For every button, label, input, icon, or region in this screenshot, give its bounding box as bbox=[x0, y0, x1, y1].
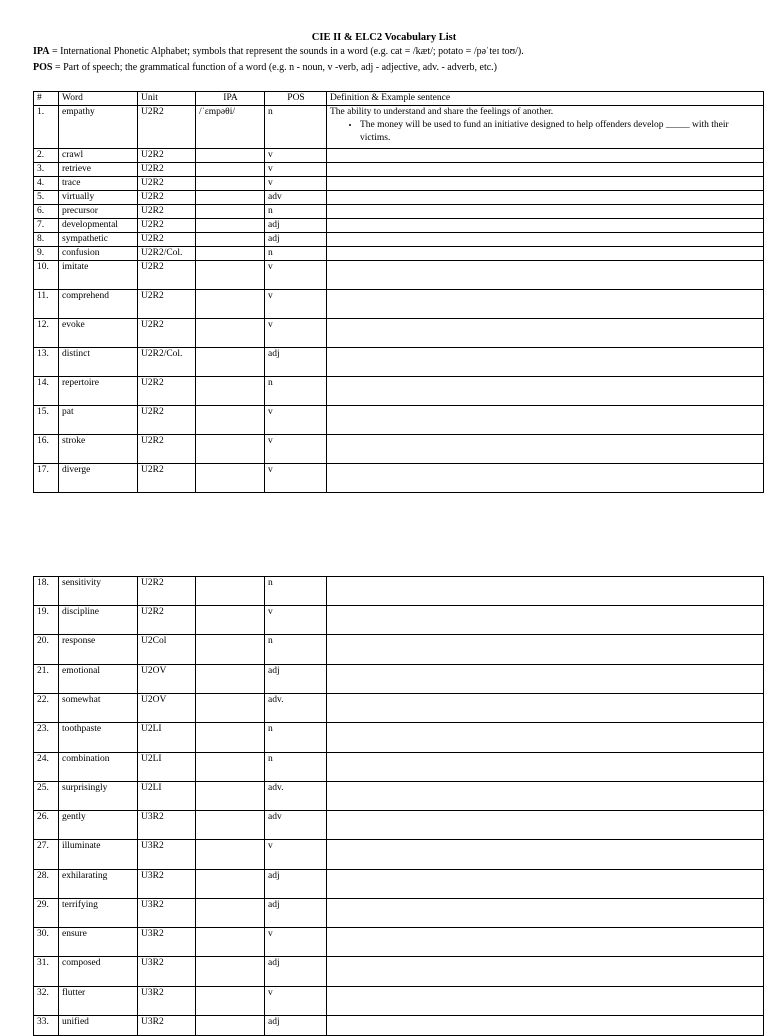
unit-cell: U2OV bbox=[138, 665, 196, 694]
table-row bbox=[34, 665, 764, 694]
ipa-cell bbox=[196, 177, 265, 191]
definition-cell bbox=[327, 753, 764, 782]
example-sentence: • The money will be used to fund an initiative designed to help offenders develop _____ with their victims. bbox=[360, 119, 761, 145]
row-number: 25. bbox=[34, 782, 59, 811]
pos-cell: n bbox=[265, 247, 327, 261]
word-cell: sympathetic bbox=[59, 233, 138, 247]
ipa-cell bbox=[196, 261, 265, 290]
row-number: 16. bbox=[34, 435, 59, 464]
definition-cell bbox=[327, 665, 764, 694]
row-number: 1. bbox=[34, 106, 59, 149]
definition-cell bbox=[327, 723, 764, 753]
definition-cell bbox=[327, 928, 764, 957]
ipa-cell bbox=[196, 406, 265, 435]
word-cell: illuminate bbox=[59, 840, 138, 870]
row-number: 24. bbox=[34, 753, 59, 782]
ipa-definition: = International Phonetic Alphabet; symbols that represent the sounds in a word (e.g. cat = /kæt/; potato = /pəˈteɪ toʊ/). bbox=[49, 46, 524, 57]
pos-note bbox=[33, 62, 497, 73]
pos-term: POS bbox=[33, 62, 53, 73]
table-row bbox=[34, 406, 764, 435]
unit-cell: U2R2 bbox=[138, 406, 196, 435]
word-cell: composed bbox=[59, 957, 138, 987]
word-cell: response bbox=[59, 635, 138, 665]
row-number: 19. bbox=[34, 606, 59, 635]
row-number: 4. bbox=[34, 177, 59, 191]
unit-cell: U2R2 bbox=[138, 377, 196, 406]
pos-cell: v bbox=[265, 261, 327, 290]
definition-cell bbox=[327, 957, 764, 987]
unit-cell: U3R2 bbox=[138, 928, 196, 957]
table-row bbox=[34, 899, 764, 928]
table-row bbox=[34, 233, 764, 247]
row-number: 17. bbox=[34, 464, 59, 493]
ipa-cell bbox=[196, 723, 265, 753]
pos-cell: n bbox=[265, 377, 327, 406]
word-cell: sensitivity bbox=[59, 577, 138, 606]
pos-cell: adj bbox=[265, 665, 327, 694]
ipa-cell: /ˈɛmpəθi/ bbox=[196, 106, 265, 149]
unit-cell: U3R2 bbox=[138, 899, 196, 928]
table-row bbox=[34, 811, 764, 840]
row-number: 11. bbox=[34, 290, 59, 319]
row-number: 6. bbox=[34, 205, 59, 219]
definition-cell bbox=[327, 635, 764, 665]
definition-cell bbox=[327, 1016, 764, 1036]
ipa-cell bbox=[196, 290, 265, 319]
row-number: 13. bbox=[34, 348, 59, 377]
word-cell: surprisingly bbox=[59, 782, 138, 811]
unit-cell: U2Col bbox=[138, 635, 196, 665]
definition-cell bbox=[327, 377, 764, 406]
ipa-cell bbox=[196, 464, 265, 493]
table-row bbox=[34, 261, 764, 290]
table-row bbox=[34, 177, 764, 191]
table-row bbox=[34, 723, 764, 753]
definition-cell bbox=[327, 163, 764, 177]
pos-cell: adv. bbox=[265, 782, 327, 811]
definition-cell bbox=[327, 987, 764, 1016]
pos-cell: v bbox=[265, 435, 327, 464]
definition-cell bbox=[327, 606, 764, 635]
ipa-cell bbox=[196, 348, 265, 377]
table-row bbox=[34, 635, 764, 665]
row-number: 18. bbox=[34, 577, 59, 606]
unit-cell: U2R2 bbox=[138, 191, 196, 205]
unit-cell: U2R2 bbox=[138, 177, 196, 191]
pos-definition: = Part of speech; the grammatical function of a word (e.g. n - noun, v -verb, adj - adjective, adv. - adverb, etc.) bbox=[52, 62, 497, 73]
definition-cell bbox=[327, 782, 764, 811]
unit-cell: U2R2 bbox=[138, 205, 196, 219]
row-number: 30. bbox=[34, 928, 59, 957]
unit-cell: U3R2 bbox=[138, 957, 196, 987]
unit-cell: U2R2 bbox=[138, 319, 196, 348]
definition-cell bbox=[327, 870, 764, 899]
table-row bbox=[34, 606, 764, 635]
definition-cell bbox=[327, 219, 764, 233]
definition-cell bbox=[327, 319, 764, 348]
row-number: 31. bbox=[34, 957, 59, 987]
ipa-cell bbox=[196, 606, 265, 635]
table-row bbox=[34, 987, 764, 1016]
pos-cell: v bbox=[265, 319, 327, 348]
row-number: 15. bbox=[34, 406, 59, 435]
table-row bbox=[34, 163, 764, 177]
row-number: 20. bbox=[34, 635, 59, 665]
row-number: 10. bbox=[34, 261, 59, 290]
unit-cell: U2R2/Col. bbox=[138, 247, 196, 261]
unit-cell: U2R2 bbox=[138, 606, 196, 635]
pos-cell: adv. bbox=[265, 694, 327, 723]
word-cell: emotional bbox=[59, 665, 138, 694]
row-number: 27. bbox=[34, 840, 59, 870]
row-number: 3. bbox=[34, 163, 59, 177]
definition-cell bbox=[327, 899, 764, 928]
word-cell: pat bbox=[59, 406, 138, 435]
definition-cell bbox=[327, 106, 764, 149]
table-row bbox=[34, 753, 764, 782]
table-row bbox=[34, 348, 764, 377]
unit-cell: U3R2 bbox=[138, 870, 196, 899]
table-row bbox=[34, 870, 764, 899]
table-header-row bbox=[34, 92, 764, 106]
unit-cell: U2R2 bbox=[138, 577, 196, 606]
ipa-cell bbox=[196, 870, 265, 899]
definition-cell bbox=[327, 233, 764, 247]
unit-cell: U3R2 bbox=[138, 1016, 196, 1036]
ipa-cell bbox=[196, 219, 265, 233]
ipa-cell bbox=[196, 782, 265, 811]
definition-cell bbox=[327, 191, 764, 205]
word-cell: ensure bbox=[59, 928, 138, 957]
pos-cell: n bbox=[265, 577, 327, 606]
pos-cell: adj bbox=[265, 219, 327, 233]
vocabulary-table-1 bbox=[33, 91, 764, 493]
definition-cell bbox=[327, 205, 764, 219]
pos-cell: adv bbox=[265, 811, 327, 840]
ipa-cell bbox=[196, 205, 265, 219]
row-number: 7. bbox=[34, 219, 59, 233]
ipa-cell bbox=[196, 957, 265, 987]
ipa-cell bbox=[196, 319, 265, 348]
table-row bbox=[34, 377, 764, 406]
ipa-cell bbox=[196, 840, 265, 870]
definition-cell bbox=[327, 435, 764, 464]
unit-cell: U2LI bbox=[138, 723, 196, 753]
row-number: 21. bbox=[34, 665, 59, 694]
document-title: CIE II & ELC2 Vocabulary List bbox=[311, 32, 457, 43]
vocabulary-table-2 bbox=[33, 576, 764, 1036]
definition-cell bbox=[327, 694, 764, 723]
pos-cell: adj bbox=[265, 870, 327, 899]
word-cell: precursor bbox=[59, 205, 138, 219]
unit-cell: U2R2 bbox=[138, 290, 196, 319]
unit-cell: U3R2 bbox=[138, 811, 196, 840]
row-number: 8. bbox=[34, 233, 59, 247]
pos-cell: n bbox=[265, 723, 327, 753]
pos-cell: n bbox=[265, 635, 327, 665]
definition-cell bbox=[327, 290, 764, 319]
definition-cell bbox=[327, 247, 764, 261]
table-row bbox=[34, 928, 764, 957]
pos-cell: adj bbox=[265, 348, 327, 377]
row-number: 32. bbox=[34, 987, 59, 1016]
table-row bbox=[34, 577, 764, 606]
word-cell: confusion bbox=[59, 247, 138, 261]
pos-cell: adv bbox=[265, 191, 327, 205]
pos-cell: v bbox=[265, 928, 327, 957]
ipa-note bbox=[33, 46, 524, 57]
row-number: 26. bbox=[34, 811, 59, 840]
ipa-cell bbox=[196, 149, 265, 163]
pos-cell: v bbox=[265, 987, 327, 1016]
ipa-cell bbox=[196, 665, 265, 694]
word-cell: repertoire bbox=[59, 377, 138, 406]
definition-text: The ability to understand and share the feelings of another. bbox=[330, 107, 554, 117]
table-row bbox=[34, 106, 764, 149]
ipa-cell bbox=[196, 635, 265, 665]
header-ipa: IPA bbox=[196, 92, 265, 106]
row-number: 2. bbox=[34, 149, 59, 163]
word-cell: combination bbox=[59, 753, 138, 782]
word-cell: flutter bbox=[59, 987, 138, 1016]
ipa-cell bbox=[196, 163, 265, 177]
row-number: 29. bbox=[34, 899, 59, 928]
pos-cell: n bbox=[265, 205, 327, 219]
pos-cell: v bbox=[265, 464, 327, 493]
word-cell: stroke bbox=[59, 435, 138, 464]
unit-cell: U2R2 bbox=[138, 464, 196, 493]
row-number: 22. bbox=[34, 694, 59, 723]
word-cell: comprehend bbox=[59, 290, 138, 319]
unit-cell: U2LI bbox=[138, 753, 196, 782]
unit-cell: U3R2 bbox=[138, 987, 196, 1016]
ipa-cell bbox=[196, 928, 265, 957]
table-row bbox=[34, 464, 764, 493]
row-number: 23. bbox=[34, 723, 59, 753]
definition-cell bbox=[327, 177, 764, 191]
word-cell: diverge bbox=[59, 464, 138, 493]
unit-cell: U2R2 bbox=[138, 149, 196, 163]
unit-cell: U2R2 bbox=[138, 106, 196, 149]
ipa-cell bbox=[196, 435, 265, 464]
word-cell: retrieve bbox=[59, 163, 138, 177]
word-cell: terrifying bbox=[59, 899, 138, 928]
ipa-cell bbox=[196, 247, 265, 261]
pos-cell: adj bbox=[265, 899, 327, 928]
pos-cell: adj bbox=[265, 233, 327, 247]
definition-cell bbox=[327, 811, 764, 840]
ipa-cell bbox=[196, 233, 265, 247]
pos-cell: adj bbox=[265, 957, 327, 987]
table-row bbox=[34, 149, 764, 163]
definition-cell bbox=[327, 348, 764, 377]
table-row bbox=[34, 1016, 764, 1036]
word-cell: empathy bbox=[59, 106, 138, 149]
row-number: 12. bbox=[34, 319, 59, 348]
table-row bbox=[34, 247, 764, 261]
ipa-cell bbox=[196, 191, 265, 205]
pos-cell: v bbox=[265, 606, 327, 635]
table-row bbox=[34, 191, 764, 205]
word-cell: discipline bbox=[59, 606, 138, 635]
unit-cell: U2R2 bbox=[138, 219, 196, 233]
pos-cell: v bbox=[265, 406, 327, 435]
table-row bbox=[34, 319, 764, 348]
unit-cell: U2R2 bbox=[138, 233, 196, 247]
table-row bbox=[34, 840, 764, 870]
header-word: Word bbox=[59, 92, 138, 106]
pos-cell: adj bbox=[265, 1016, 327, 1036]
header-unit: Unit bbox=[138, 92, 196, 106]
definition-cell bbox=[327, 149, 764, 163]
unit-cell: U3R2 bbox=[138, 840, 196, 870]
ipa-cell bbox=[196, 377, 265, 406]
definition-cell bbox=[327, 464, 764, 493]
table-row bbox=[34, 290, 764, 319]
ipa-cell bbox=[196, 899, 265, 928]
row-number: 14. bbox=[34, 377, 59, 406]
pos-cell: v bbox=[265, 290, 327, 319]
unit-cell: U2LI bbox=[138, 782, 196, 811]
pos-cell: v bbox=[265, 149, 327, 163]
table-row bbox=[34, 782, 764, 811]
header-definition: Definition & Example sentence bbox=[327, 92, 764, 106]
definition-cell bbox=[327, 406, 764, 435]
row-number: 5. bbox=[34, 191, 59, 205]
header-pos: POS bbox=[265, 92, 327, 106]
word-cell: imitate bbox=[59, 261, 138, 290]
pos-cell: v bbox=[265, 840, 327, 870]
ipa-cell bbox=[196, 753, 265, 782]
word-cell: evoke bbox=[59, 319, 138, 348]
definition-cell bbox=[327, 840, 764, 870]
word-cell: virtually bbox=[59, 191, 138, 205]
table-row bbox=[34, 957, 764, 987]
pos-cell: v bbox=[265, 163, 327, 177]
unit-cell: U2R2 bbox=[138, 163, 196, 177]
row-number: 9. bbox=[34, 247, 59, 261]
word-cell: distinct bbox=[59, 348, 138, 377]
definition-cell bbox=[327, 261, 764, 290]
ipa-cell bbox=[196, 1016, 265, 1036]
pos-cell: v bbox=[265, 177, 327, 191]
definition-cell bbox=[327, 577, 764, 606]
word-cell: somewhat bbox=[59, 694, 138, 723]
table-row bbox=[34, 435, 764, 464]
ipa-cell bbox=[196, 577, 265, 606]
header-number: # bbox=[34, 92, 59, 106]
word-cell: crawl bbox=[59, 149, 138, 163]
word-cell: exhilarating bbox=[59, 870, 138, 899]
word-cell: unified bbox=[59, 1016, 138, 1036]
word-cell: toothpaste bbox=[59, 723, 138, 753]
table-row bbox=[34, 694, 764, 723]
ipa-cell bbox=[196, 694, 265, 723]
ipa-cell bbox=[196, 811, 265, 840]
pos-cell: n bbox=[265, 753, 327, 782]
unit-cell: U2OV bbox=[138, 694, 196, 723]
ipa-term: IPA bbox=[33, 46, 50, 57]
pos-cell: n bbox=[265, 106, 327, 149]
word-cell: gently bbox=[59, 811, 138, 840]
word-cell: developmental bbox=[59, 219, 138, 233]
row-number: 28. bbox=[34, 870, 59, 899]
unit-cell: U2R2/Col. bbox=[138, 348, 196, 377]
table-row bbox=[34, 219, 764, 233]
ipa-cell bbox=[196, 987, 265, 1016]
table-row bbox=[34, 205, 764, 219]
unit-cell: U2R2 bbox=[138, 435, 196, 464]
row-number: 33. bbox=[34, 1016, 59, 1036]
unit-cell: U2R2 bbox=[138, 261, 196, 290]
word-cell: trace bbox=[59, 177, 138, 191]
